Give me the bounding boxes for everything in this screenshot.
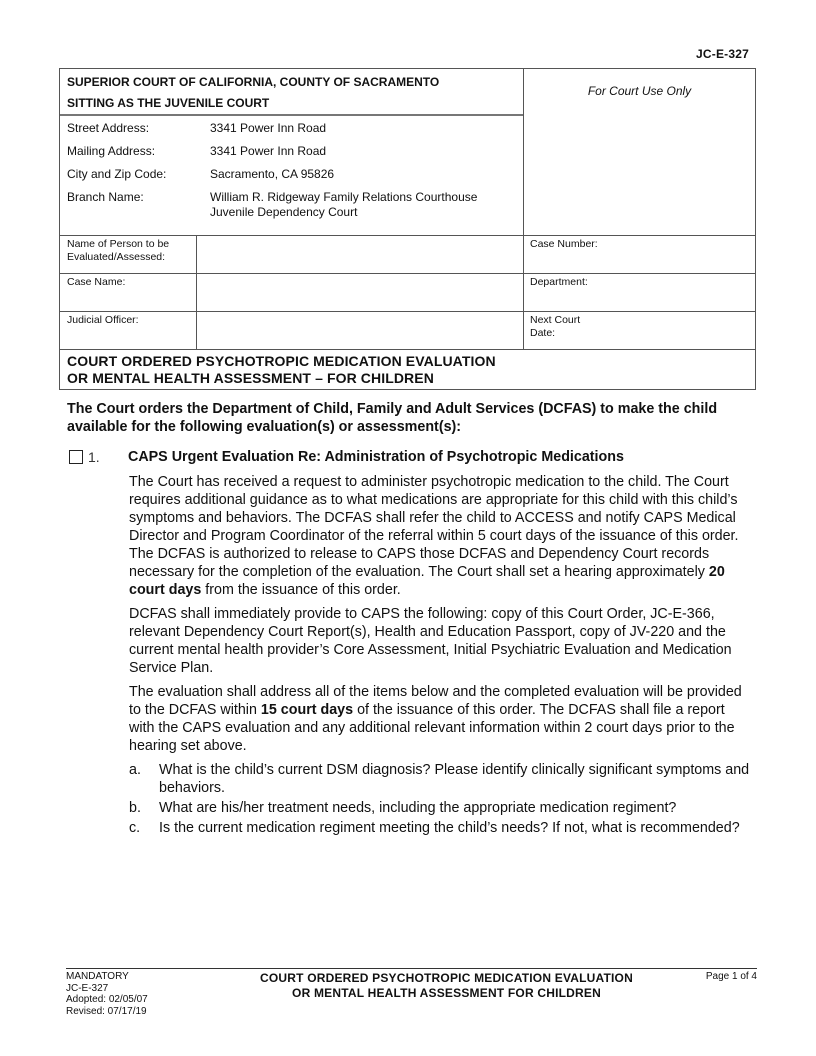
footer-mandatory: MANDATORY: [66, 971, 129, 982]
footer-adopted-date: Adopted: 02/05/07: [66, 994, 148, 1005]
court-use-only-label: For Court Use Only: [587, 84, 692, 98]
item-1-header: [69, 449, 759, 465]
address-row-street: [67, 121, 517, 136]
case-number-field[interactable]: [524, 236, 755, 273]
form-title: [60, 349, 755, 389]
footer-form-info: [66, 971, 216, 1017]
footer-revised-date: Revised: 07/17/19: [66, 1005, 147, 1017]
item-1-checkbox[interactable]: [69, 450, 83, 464]
paragraph-2: DCFAS shall immediately provide to CAPS the following: copy of this Court Order, JC-E-366, relevant Dependency Court Report(s), Health and Education Passport, copy of JV-220 and the current mental health provider’s Core Assessment, Initial Psychiatric Evaluation and Medication Service Plan.: [129, 606, 732, 676]
header-table: [59, 68, 756, 390]
footer-title-line-2: OR MENTAL HEALTH ASSESSMENT FOR CHILDREN: [292, 986, 601, 1000]
label-line: Evaluated/Assessed:: [67, 250, 166, 263]
field-label: [60, 274, 197, 311]
field-row-judicial-officer: [60, 311, 755, 349]
address-value: 3341 Power Inn Road: [210, 121, 327, 135]
address-label: Branch Name:: [67, 190, 144, 204]
item-1-body: [129, 473, 754, 839]
department-label: Department:: [530, 276, 588, 288]
address-value: [210, 190, 517, 220]
court-line-1: SUPERIOR COURT OF CALIFORNIA, COUNTY OF SACRAMENTO: [67, 75, 440, 89]
address-row-mailing: [67, 144, 517, 159]
branch-name-line-1: William R. Ridgeway Family Relations Courthouse: [210, 190, 478, 204]
item-number: 1.: [88, 449, 100, 465]
form-title-line-1: COURT ORDERED PSYCHOTROPIC MEDICATION EVALUATION: [67, 353, 496, 369]
label-line: Judicial Officer:: [67, 314, 139, 326]
label-line: Case Name:: [67, 276, 126, 288]
text: from the issuance of this order.: [201, 582, 401, 598]
department-field[interactable]: [524, 274, 755, 311]
address-value: 3341 Power Inn Road: [210, 144, 327, 158]
subitem-a: [129, 761, 754, 799]
emphasis: 15 court days: [260, 702, 354, 718]
subitem-text: What is the child’s current DSM diagnosis? Please identify clinically significant symptoms and behaviors.: [159, 762, 750, 796]
next-court-date-label: Next Court: [530, 314, 581, 326]
subitem-b: [129, 799, 754, 819]
field-label: [60, 312, 197, 349]
text: The Court has received a request to administer psychotropic medication to the child. The Court requires additional guidance as to what medications are appropriate for this child with this child’s symptoms and behaviors. The DCFAS shall refer the child to ACCESS and notify CAPS Medical Director and Program Coordinator of the referral within 5 court days of the issuance of this order. The DCFAS is authorized to release to CAPS those DCFAS and Dependency Court records necessary for the completion of the evaluation. The Court shall set a hearing approximately: [129, 474, 739, 580]
subitem-c: [129, 819, 754, 839]
next-court-date-field[interactable]: [524, 312, 755, 349]
address-label: Street Address:: [67, 121, 150, 135]
address-value: Sacramento, CA 95826: [210, 167, 335, 181]
footer-title: [216, 971, 677, 1017]
court-address: [60, 116, 523, 228]
page-number: Page 1 of 4: [705, 971, 757, 982]
subitem-letter: c.: [129, 820, 141, 836]
paragraph-1: [129, 473, 754, 599]
next-court-date-label: Date:: [530, 326, 556, 339]
address-row-city: [67, 167, 517, 182]
form-id: JC-E-327: [696, 47, 749, 61]
order-item-1: [69, 449, 759, 839]
footer-form-number: JC-E-327: [66, 982, 109, 994]
form-title-line-2: OR MENTAL HEALTH ASSESSMENT – FOR CHILDREN: [67, 370, 434, 386]
emphasis: 20 court days: [129, 564, 725, 598]
branch-name-line-2: Juvenile Dependency Court: [210, 205, 358, 219]
field-label: [60, 236, 197, 273]
item-title: CAPS Urgent Evaluation Re: Administration of Psychotropic Medications: [128, 449, 624, 465]
court-order-intro: The Court orders the Department of Child, Family and Adult Services (DCFAS) to make the child available for the following evaluation(s) or assessment(s):: [67, 401, 718, 435]
subitem-text: What are his/her treatment needs, including the appropriate medication regiment?: [159, 800, 677, 816]
court-name: [60, 69, 523, 116]
field-row-case-name: [60, 273, 755, 311]
address-label: City and Zip Code:: [67, 167, 167, 181]
subitem-text: Is the current medication regiment meeting the child’s needs? If not, what is recommended?: [159, 820, 740, 836]
page-footer: [66, 968, 757, 1017]
text: of the issuance of this order. The DCFAS shall file a report with the CAPS evaluation and any additional relevant information within 2 court days prior to the hearing set above.: [129, 702, 735, 754]
case-name-input[interactable]: [197, 274, 524, 311]
label-line: Name of Person to be: [67, 238, 170, 250]
person-evaluated-input[interactable]: [197, 236, 524, 273]
text: The evaluation shall address all of the items below and the completed evaluation will be provided to the DCFAS within: [129, 684, 742, 718]
footer-title-line-1: COURT ORDERED PSYCHOTROPIC MEDICATION EVALUATION: [260, 971, 633, 985]
address-label: Mailing Address:: [67, 144, 156, 158]
subitem-letter: b.: [129, 800, 141, 816]
court-line-2: SITTING AS THE JUVENILE COURT: [67, 96, 270, 110]
address-row-branch: [67, 190, 517, 220]
field-row-person: [60, 235, 755, 273]
subitem-letter: a.: [129, 762, 141, 778]
judicial-officer-input[interactable]: [197, 312, 524, 349]
court-use-only-box[interactable]: [524, 69, 755, 235]
paragraph-3: [129, 683, 754, 755]
case-number-label: Case Number:: [530, 238, 598, 250]
